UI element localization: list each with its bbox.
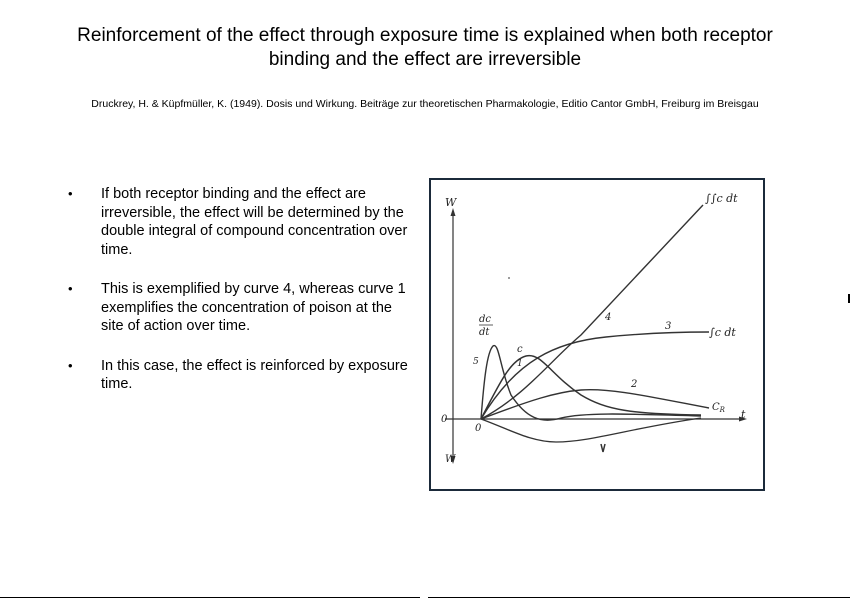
slide-title: Reinforcement of the effect through exposure time is explained when both receptor binding and the effect are irreversible [77, 25, 773, 70]
c-r-main: C [712, 402, 720, 413]
c-label: c [517, 344, 523, 355]
dc-numerator: dc [479, 314, 492, 325]
origin2-label: 0 [475, 423, 482, 434]
bullet-list [68, 185, 413, 415]
scanned-figure [429, 178, 765, 491]
curve-5-label: 5 [473, 357, 479, 367]
curve-3-label: 3 [665, 321, 672, 332]
curve-4-double-integral [481, 205, 703, 419]
bullet-item [68, 280, 413, 336]
scan-dot [508, 277, 510, 279]
curve-4-label: 4 [605, 312, 612, 323]
origin-label: 0 [441, 414, 448, 425]
w-axis-label: W [445, 196, 457, 209]
figure-graph [431, 180, 763, 489]
bullet-item [68, 185, 413, 259]
bullet-marker: • [68, 186, 73, 201]
bullet-marker: • [68, 281, 73, 296]
t-axis-label: t [741, 408, 746, 421]
footer-rule-right [428, 597, 850, 598]
curve-1-label: 1 [517, 359, 523, 369]
curve-negative-lobe [481, 418, 701, 442]
bullet-text: If both receptor binding and the effect are irreversible, the effect will be determined by the double integral of compound concentration over time. [101, 186, 408, 258]
c-r-sub: R [719, 406, 725, 414]
curve-2-label: 2 [631, 379, 638, 390]
dc-denominator: dt [479, 327, 490, 338]
bullet-text: In this case, the effect is reinforced by exposure time. [101, 357, 408, 392]
w-neg-label: W [445, 454, 456, 465]
curve-1-concentration [481, 356, 701, 419]
curve-5-derivative [481, 346, 701, 421]
footer-rule-left [0, 597, 420, 598]
bullet-item [68, 357, 413, 394]
single-integral-label: ∫c dt [709, 326, 736, 339]
w-axis-arrow [451, 208, 456, 216]
c-r-label [712, 402, 726, 414]
double-integral-label: ∫∫c dt [705, 192, 738, 205]
scan-mark [601, 444, 605, 452]
bullet-text: This is exemplified by curve 4, whereas curve 1 exemplifies the concentration of poison at the site of action over time. [101, 281, 406, 334]
citation: Druckrey, H. & Küpfmüller, K. (1949). Dosis und Wirkung. Beiträge zur theoretischen Pharmakologie, Editio Cantor GmbH, Freiburg im Breisgau [91, 98, 759, 110]
bullet-marker: • [68, 357, 73, 373]
